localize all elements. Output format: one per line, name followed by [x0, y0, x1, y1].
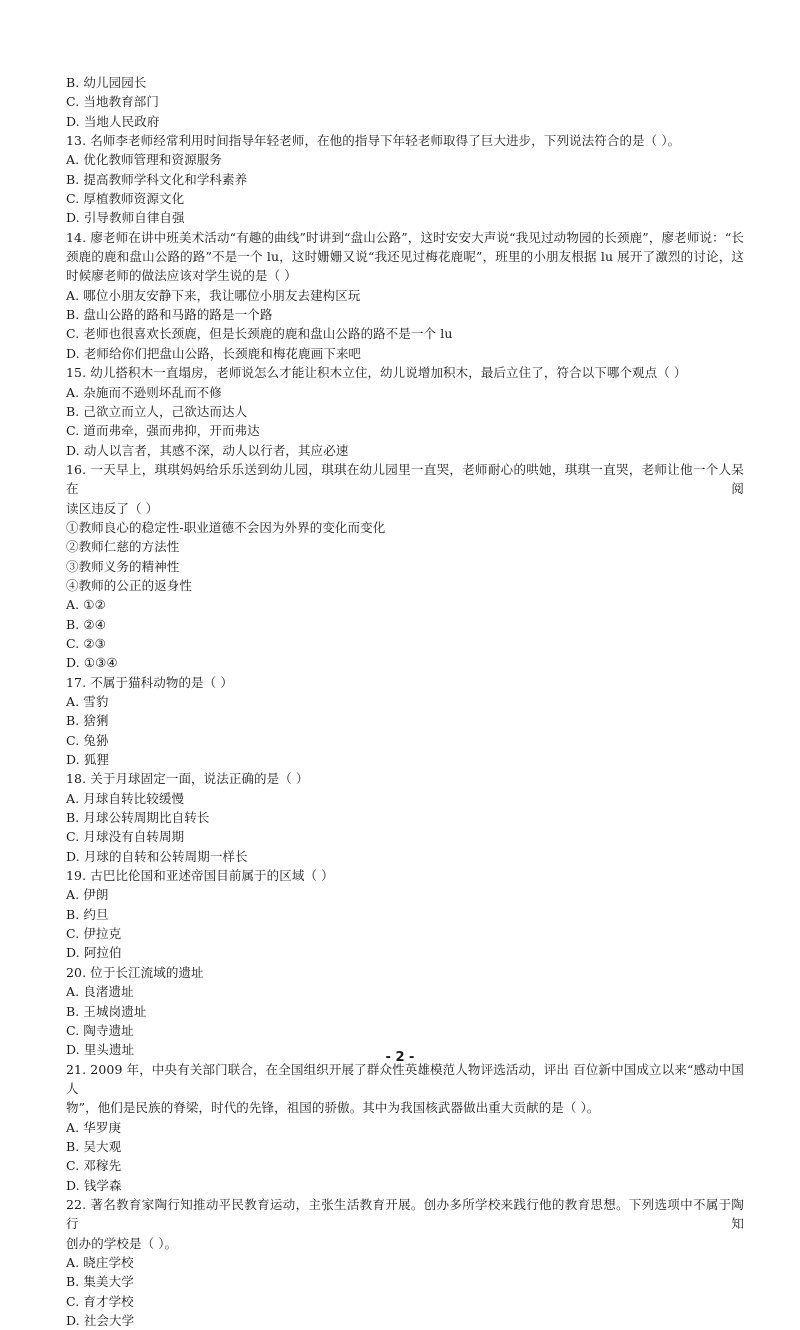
question-16-option-b: B. ②④: [66, 616, 107, 632]
question-16-option-c: C. ②③: [66, 635, 106, 651]
page-number: - 2 -: [385, 1050, 415, 1065]
question-13: 13. 名师李老师经常利用时间指导年轻老师，在他的指导下年轻老师取得了巨大进步，下列说法符合的是（ ）。: [66, 133, 681, 149]
question-13-option-d: D. 引导教师自律自强: [66, 210, 185, 226]
question-14-line-2: 颈鹿的鹿和盘山公路的路”不是一个 lu，这时姗姗又说“我还见过梅花鹿呢”，班里的小朋友根据 lu 展开了激烈的讨论，这: [66, 249, 744, 265]
question-21-option-d: D. 钱学森: [66, 1177, 122, 1193]
question-16-statement-3: ③教师义务的精神性: [66, 558, 180, 574]
question-21-option-a: A. 华罗庚: [66, 1119, 122, 1135]
question-20-option-c: C. 陶寺遗址: [66, 1022, 134, 1038]
question-17-option-d: D. 狐狸: [66, 752, 110, 768]
question-16-option-d: D. ①③④: [66, 655, 118, 671]
question-18: 18. 关于月球固定一面，说法正确的是（ ）: [66, 771, 309, 787]
question-21-line-2: 物”，他们是民族的脊梁，时代的先锋，祖国的骄傲。其中为我国核武器做出重大贡献的是（ ）。: [66, 1100, 600, 1116]
question-17-option-c: C. 兔狲: [66, 732, 109, 748]
question-22-option-c: C. 育才学校: [66, 1293, 134, 1309]
question-21-option-c: C. 邓稼先: [66, 1158, 122, 1174]
question-16-option-a: A. ①②: [66, 597, 106, 613]
question-18-option-c: C. 月球没有自转周期: [66, 829, 185, 845]
question-20-option-a: A. 良渚遗址: [66, 984, 134, 1000]
question-16-statement-2: ②教师仁慈的方法性: [66, 539, 180, 555]
question-16: [66, 460, 744, 518]
question-14-option-a: A. 哪位小朋友安静下来，我让哪位小朋友去建构区玩: [66, 287, 361, 303]
text-line-1: B. 幼儿园园长: [66, 75, 147, 90]
question-22-line-2: 创办的学校是（ ）。: [66, 1235, 178, 1251]
question-21-option-b: B. 吴大观: [66, 1138, 122, 1154]
question-19: 19. 古巴比伦国和亚述帝国目前属于的区域（ ）: [66, 868, 334, 884]
question-22-line-1: 22. 著名教育家陶行知推动平民教育运动，主张生活教育开展。创办多所学校来践行他的教育思想。下列选项中不属于陶行知: [66, 1196, 744, 1232]
text-line-2: C. 当地教育部门: [66, 94, 159, 110]
question-19-option-c: C. 伊拉克: [66, 926, 122, 942]
question-19-option-a: A. 伊朗: [66, 887, 109, 903]
question-15-option-a: A. 杂施而不逊则坏乱而不修: [66, 384, 222, 400]
question-18-option-b: B. 月球公转周期比自转长: [66, 810, 210, 826]
question-21: [66, 1060, 744, 1118]
question-22-option-a: A. 晓庄学校: [66, 1254, 134, 1270]
question-14: [66, 228, 744, 286]
question-16-statement-1: ①教师良心的稳定性-职业道德不会因为外界的变化而变化: [66, 519, 386, 535]
question-17-option-a: A. 雪豹: [66, 694, 109, 709]
text-line-3: D. 当地人民政府: [66, 113, 160, 129]
question-14-option-c: C. 老师也很喜欢长颈鹿，但是长颈鹿的鹿和盘山公路的路不是一个 lu: [66, 326, 453, 342]
question-15-option-d: D. 动人以言者，其感不深，动人以行者，其应必速: [66, 442, 349, 458]
question-15-option-c: C. 道而弗牵，强而弗抑，开而弗达: [66, 423, 260, 439]
question-22: [66, 1195, 744, 1253]
question-19-option-b: B. 约旦: [66, 906, 109, 922]
question-19-option-d: D. 阿拉伯: [66, 945, 122, 961]
question-20-option-b: B. 王城岗遗址: [66, 1003, 147, 1019]
question-13-option-b: B. 提高教师学科文化和学科素养: [66, 171, 248, 187]
question-22-option-d: D. 社会大学: [66, 1313, 135, 1328]
question-17-option-b: B. 猞猁: [66, 713, 109, 729]
question-18-option-d: D. 月球的自转和公转周期一样长: [66, 848, 248, 864]
question-13-option-a: A. 优化教师管理和资源服务: [66, 152, 222, 168]
question-16-statement-4: ④教师的公正的返身性: [66, 577, 193, 593]
question-14-line-1: 14. 廖老师在讲中班美术活动“有趣的曲线”时讲到“盘山公路”，这时安安大声说“我见过动物园的长颈鹿”，廖老师说：“长: [66, 229, 744, 245]
question-14-option-b: B. 盘山公路的路和马路的路是一个路: [66, 307, 273, 323]
question-21-line-1: 21. 2009 年，中央有关部门联合，在全国组织开展了群众性英雄模范人物评选活动，评出 百位新中国成立以来“感动中国人: [66, 1061, 744, 1096]
question-13-option-c: C. 厚植教师资源文化: [66, 191, 185, 207]
question-16-line-1: 16. 一天早上，琪琪妈妈给乐乐送到幼儿园，琪琪在幼儿园里一直哭，老师耐心的哄她，琪琪一直哭，老师让他一个人呆在阅: [66, 461, 744, 497]
question-15: 15. 幼儿搭积木一直塌房，老师说怎么才能让积木立住，幼儿说增加积木，最后立住了，符合以下哪个观点（ ）: [66, 365, 687, 381]
question-16-line-2: 读区违反了（ ）: [66, 500, 159, 516]
question-14-line-3: 时候廖老师的做法应该对学生说的是（ ）: [66, 268, 297, 284]
question-15-option-b: B. 己欲立而立人，己欲达而达人: [66, 403, 248, 419]
question-20: 20. 位于长江流域的遗址: [66, 964, 204, 980]
question-20-option-d: D. 里头遗址: [66, 1042, 135, 1058]
question-18-option-a: A. 月球自转比较缓慢: [66, 790, 185, 806]
document-page: [66, 73, 744, 1330]
question-14-option-d: D. 老师给你们把盘山公路，长颈鹿和梅花鹿画下来吧: [66, 345, 362, 361]
question-17: 17. 不属于猫科动物的是（ ）: [66, 674, 233, 690]
question-22-option-b: B. 集美大学: [66, 1274, 134, 1290]
